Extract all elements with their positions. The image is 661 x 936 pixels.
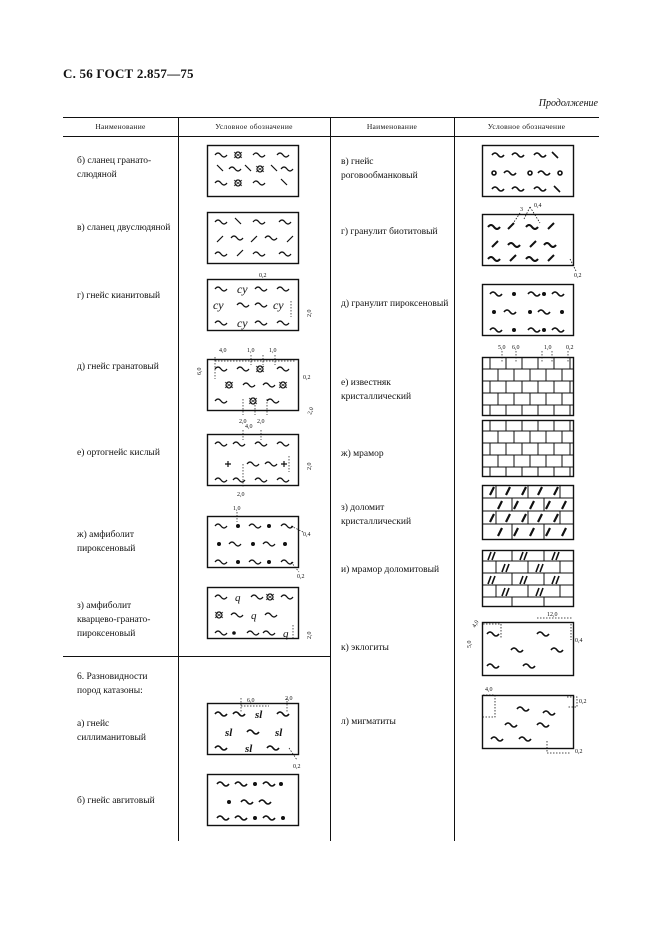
dim-label: 0,2 [574,273,582,279]
symbol-gneiss-garnet [197,348,317,425]
glyph-su-3: су [273,298,284,312]
glyph-sl: sl [255,709,263,721]
dim-label: 2,0 [285,696,293,702]
symbol-slate-garnet-mica [207,145,299,197]
entry-name-marble-dolomitic: и) мрамор доломитовый [341,565,440,575]
dim-label: 1,0 [544,345,552,351]
symbol-orthogneiss [207,424,317,498]
dim-label: 3 [520,207,523,213]
dim-label: 2,0 [237,492,245,498]
dim-label: 5,0 [498,345,506,351]
dim-label: 6,0 [197,367,203,375]
symbol-marble-dolomitic [482,550,574,608]
dim-label: 5,0 [467,640,473,648]
dim-label: 2,0 [307,631,313,639]
column-header-name-2: Наименование [366,122,418,131]
symbol-eclogite [467,612,599,680]
entry-name-migmatite: л) мигматиты [341,717,396,727]
column-header-name-1: Наименование [95,122,146,131]
symbol-slate-two-mica [207,212,299,264]
dim-label: 2,0 [239,419,247,425]
symbol-limestone-crystalline [482,343,592,419]
glyph-su-4: су [237,316,248,330]
symbol-migmatite [467,683,599,757]
glyph-sl: sl [245,743,253,755]
entry-name-gneiss-augite: б) гнейс авгитовый [77,796,155,806]
dim-label: 1,0 [269,348,277,354]
table-header-rule [63,136,599,137]
entry-name-slate-garnet-mica: б) сланец гранато-слюдяной [77,156,152,180]
dim-label: 0,2 [293,764,301,770]
dim-label: 1,0 [247,348,255,354]
entry-name-gneiss-sillimanite: а) гнейс силлиманитовый [77,719,146,743]
entry-name-amphibolite-quartz: з) амфиболит кварцево-гранато-пироксеновый [77,601,151,639]
entry-name-orthogneiss: е) ортогнейс кислый [77,448,160,458]
dim-label: 0,2 [297,574,305,580]
glyph-q: q [251,610,257,622]
continuation-label: Продолжение [538,98,598,109]
dim-label: 0,2 [579,699,587,705]
symbol-granulite-pyroxene [482,284,574,336]
page-header: С. 56 ГОСТ 2.857—75 [63,66,194,81]
symbol-gneiss-kyanite [207,273,317,333]
column-divider-3 [454,117,455,841]
table-top-rule [63,117,599,118]
column-header-symbol-1: Условное обозначение [215,122,293,131]
section-rule [63,656,330,657]
entry-name-eclogite: к) эклогиты [341,643,389,653]
glyph-q: q [283,628,289,640]
entry-name-gneiss-garnet: д) гнейс гранатовый [77,362,159,372]
column-divider-1 [178,117,179,841]
entry-name-limestone: е) известняк кристаллический [341,378,412,402]
glyph-q: q [235,592,241,604]
column-header-symbol-2: Условное обозначение [487,122,566,131]
symbol-table [63,117,599,841]
dim-label: 0,2 [566,345,574,351]
dim-label: 0,2 [575,749,583,755]
dim-label: 2,0 [307,309,313,317]
symbol-amphibolite-quartz [207,587,317,643]
section-heading-katazone: 6. Разновидности пород катазоны: [77,672,148,696]
column-divider-2 [330,117,331,841]
dim-label: 6,0 [247,698,255,704]
row1 [215,152,289,158]
symbol-granulite-biotite [482,203,592,279]
entry-name-granulite-biotite: г) гранулит биотитовый [341,227,438,237]
dim-label: 2,0 [307,406,316,416]
dim-label: 4,0 [245,424,253,430]
glyph-sl: sl [275,727,283,739]
dim-label: 4,0 [219,348,227,354]
symbol-dolomite-crystalline [482,485,574,541]
symbol-gneiss-hornblende [482,145,574,197]
dim-label: 6,0 [512,345,520,351]
entry-name-gneiss-hornblende: в) гнейс роговообманковый [341,157,418,181]
dim-label: 0,2 [303,375,311,381]
dim-label: 0,2 [259,273,267,279]
glyph-su-2: су [213,298,224,312]
dim-label: 4,0 [471,619,481,629]
glyph-sl: sl [225,727,233,739]
dim-label: 12,0 [547,612,558,618]
dim-label: 4,0 [485,687,493,693]
entry-name-dolomite: з) доломит кристаллический [341,503,412,527]
symbol-marble [482,420,574,478]
dim-label: 0,4 [575,638,583,644]
glyph-su-1: су [237,282,248,296]
dim-label: 0,4 [303,532,311,538]
entry-name-amphibolite-pyroxene: ж) амфиболит пироксеновый [77,530,136,554]
entry-name-slate-two-mica: в) сланец двуслюдяной [77,223,171,233]
dim-label: 2,0 [257,419,265,425]
symbol-gneiss-sillimanite [207,696,317,770]
dim-label: 2,0 [307,462,313,470]
symbol-amphibolite-pyroxene [207,506,317,580]
dim-label: 0,4 [534,203,542,209]
symbol-gneiss-augite [207,774,299,826]
dim-label: 1,0 [233,506,241,512]
entry-name-gneiss-kyanite: г) гнейс кианитовый [77,291,161,301]
entry-name-marble: ж) мрамор [341,449,384,459]
entry-name-granulite-pyroxene: д) гранулит пироксеновый [341,299,449,309]
